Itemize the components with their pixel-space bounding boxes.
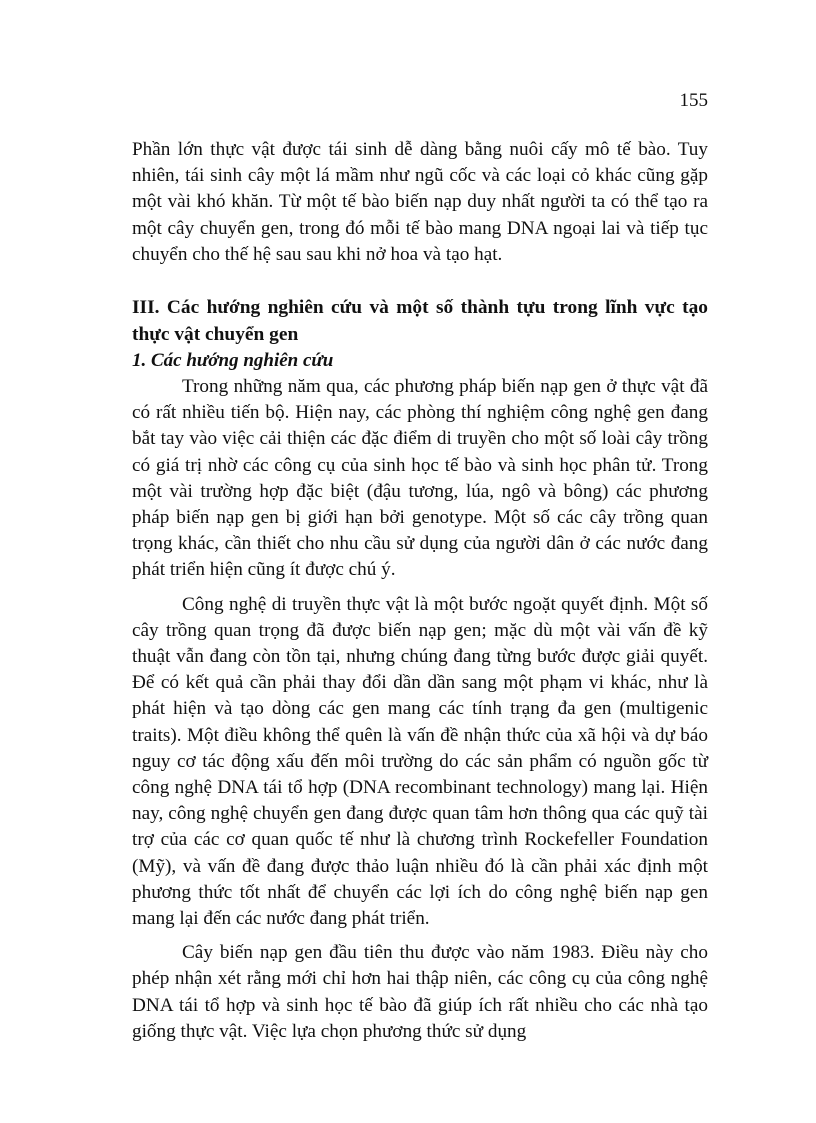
intro-paragraph: Phần lớn thực vật được tái sinh dễ dàng bằng nuôi cấy mô tế bào. Tuy nhiên, tái sinh cây một lá mầm như ngũ cốc và các loại cỏ khác cũng gặp một vài khó khăn. Từ một tế bào biến nạp duy nhất người ta có thể tạo ra một cây chuyển gen, trong đó mỗi tế bào mang DNA ngoại lai và tiếp tục chuyển cho thế hệ sau sau khi nở hoa và tạo hạt. — [132, 139, 708, 265]
subsection-heading: 1. Các hướng nghiên cứu — [132, 350, 334, 372]
page-body — [132, 137, 708, 1045]
body-paragraph-2: Công nghệ di truyền thực vật là một bước ngoặt quyết định. Một số cây trồng quan trọng đã được biến nạp gen; mặc dù một vài vấn đề kỹ thuật vẫn đang còn tồn tại, nhưng chúng đang từng bước được giải quyết. Để có kết quả cần phải thay đổi dần dần sang một phạm vi khác, như là phát hiện và tạo dòng các gen mang các tính trạng đa gen (multigenic traits). Một điều không thể quên là vấn đề nhận thức của xã hội và dự báo nguy cơ tác động xấu đến môi trường do các sản phẩm có nguồn gốc từ công nghệ DNA tái tổ hợp (DNA recombinant technology) mang lại. Hiện nay, công nghệ chuyển gen đang được quan tâm hơn thông qua các quỹ tài trợ của các cơ quan quốc tế như là chương trình Rockefeller Foundation (Mỹ), và vấn đề đang được thảo luận nhiều đó là cần phải xác định một phương thức tốt nhất để chuyển các lợi ích do công nghệ biến nạp gen mang lại đến các nước đang phát triển. — [132, 593, 708, 930]
body-paragraph-3: Cây biến nạp gen đầu tiên thu được vào năm 1983. Điều này cho phép nhận xét rằng mới chỉ hơn hai thập niên, các công cụ của công nghệ DNA tái tổ hợp và sinh học tế bào đã giúp ích rất nhiều cho các nhà tạo giống thực vật. Việc lựa chọn phương thức sử dụng — [132, 942, 708, 1042]
body-paragraph-1: Trong những năm qua, các phương pháp biến nạp gen ở thực vật đã có rất nhiều tiến bộ. Hiện nay, các phòng thí nghiệm công nghệ gen đang bắt tay vào việc cải thiện các đặc điểm di truyền cho một số loài cây trồng có giá trị nhờ các công cụ của sinh học tế bào và sinh học phân tử. Trong một vài trường hợp đặc biệt (đậu tương, lúa, ngô và bông) các phương pháp biến nạp gen bị giới hạn bởi genotype. Một số các cây trồng quan trọng khác, cần thiết cho nhu cầu sử dụng của người dân ở các nước đang phát triển hiện cũng ít được chú ý. — [132, 376, 708, 581]
page-number: 155 — [679, 90, 708, 111]
section-heading: III. Các hướng nghiên cứu và một số thành tựu trong lĩnh vực tạo thực vật chuyển gen — [132, 297, 708, 345]
